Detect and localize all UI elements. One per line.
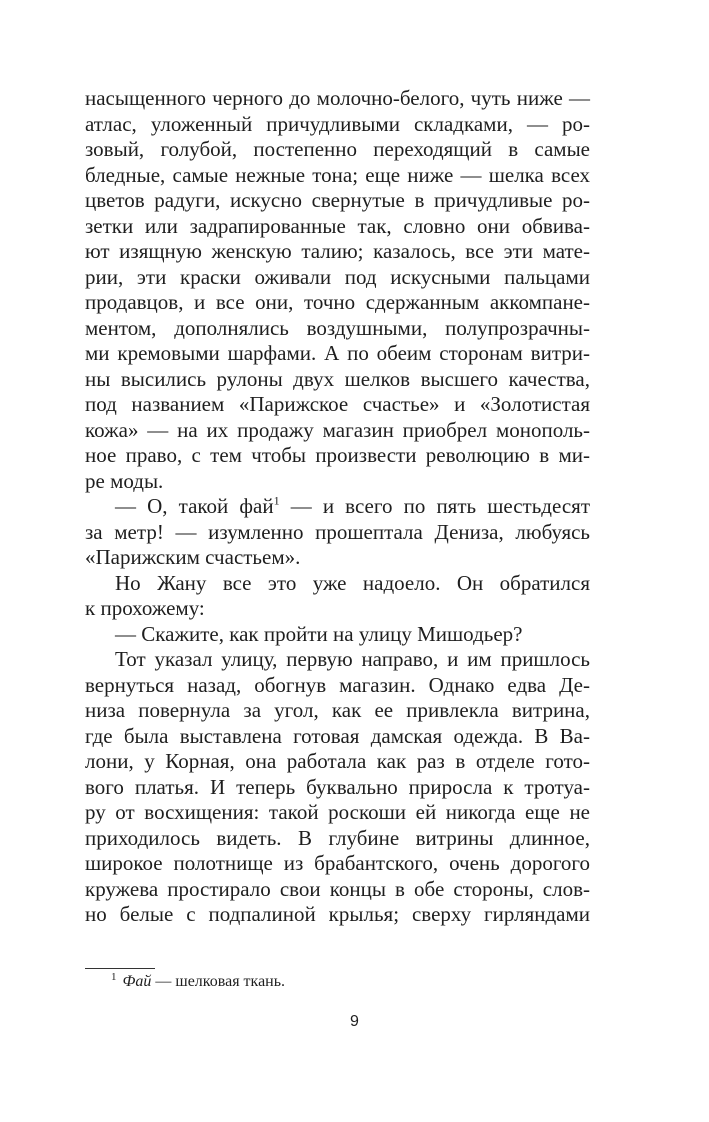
text-fragment: — и всего по пять шестьдесят — [279, 494, 590, 518]
footnote-marker: 1 — [111, 970, 117, 983]
text-line: кружева простирало свои концы в обе стороны, слов- — [85, 876, 590, 901]
text-line: зовый, голубой, постепенно переходящий в самые — [85, 137, 590, 161]
text-line: к прохожему: — [85, 596, 205, 620]
text-line: атлас, уложенный причудливыми складками, — ро- — [85, 111, 590, 136]
body-text — [85, 86, 590, 928]
footnote-term: Фай — [122, 973, 152, 990]
text-line: рии, эти краски оживали под искусными пальцами — [85, 264, 590, 289]
page-number: 9 — [350, 1013, 359, 1030]
text-line: приходилось видеть. В глубине витрины длинное, — [85, 825, 590, 850]
text-line: ми кремовыми шарфами. А по обеим сторонам витри- — [85, 341, 590, 365]
text-line: насыщенного черного до молочно-белого, чуть ниже — — [85, 86, 590, 110]
text-line: широкое полотнище из брабантского, очень дорогого — [85, 851, 590, 875]
text-line: за метр! — изумленно прошептала Дениза, любуясь — [85, 519, 590, 544]
text-line: ментом, дополнялись воздушными, полупрозрачны- — [85, 315, 590, 340]
footnote — [85, 972, 590, 992]
dialogue-line: — Скажите, как пройти на улицу Мишодьер? — [115, 621, 523, 646]
text-line: «Парижским счастьем». — [85, 545, 301, 569]
footnote-text: — шелковая ткань. — [151, 973, 286, 990]
text-line: под названием «Парижское счастье» и «Золотистая — [85, 392, 590, 416]
text-line: вого платья. И теперь буквально приросла к тротуа- — [85, 774, 590, 799]
text-line: Тот указал улицу, первую направо, и им пришлось — [115, 647, 590, 671]
text-line: лони, у Корная, она работала как раз в отделе гото- — [85, 749, 590, 773]
text-line: низа повернула за угол, как ее привлекла витрина, — [85, 698, 590, 722]
dialogue-line-with-footnote — [85, 494, 590, 520]
text-line: ны высились рулоны двух шелков высшего качества, — [85, 366, 590, 391]
text-line: бледные, самые нежные тона; еще ниже — шелка всех — [85, 162, 590, 187]
text-line: ное право, с тем чтобы произвести революцию в ми- — [85, 443, 590, 467]
text-line: кожа» — на их продажу магазин приобрел монополь- — [85, 417, 590, 442]
footnote-reference[interactable]: 1 — [273, 493, 280, 508]
text-line: Но Жану все это уже надоело. Он обратился — [115, 570, 590, 595]
text-line: ре моды. — [85, 468, 164, 493]
text-line: где была выставлена готовая дамская одежда. В Ва- — [85, 723, 590, 748]
footnote-divider — [85, 968, 155, 969]
text-line: ру от восхищения: такой роскоши ей никогда еще не — [85, 800, 590, 824]
text-line: зетки или задрапированные так, словно они обвива- — [85, 213, 590, 238]
text-line: но белые с подпалиной крылья; сверху гирляндами — [85, 902, 590, 926]
text-line: продавцов, и все они, точно сдержанным аккомпане- — [85, 290, 590, 314]
text-line: вернуться назад, обогнув магазин. Однако едва Де- — [85, 672, 590, 697]
text-line: ют изящную женскую талию; казалось, все эти мате- — [85, 239, 590, 263]
text-line: цветов радуги, искусно свернутые в причудливые ро- — [85, 188, 590, 212]
text-fragment: — О, такой фай — [115, 494, 274, 518]
